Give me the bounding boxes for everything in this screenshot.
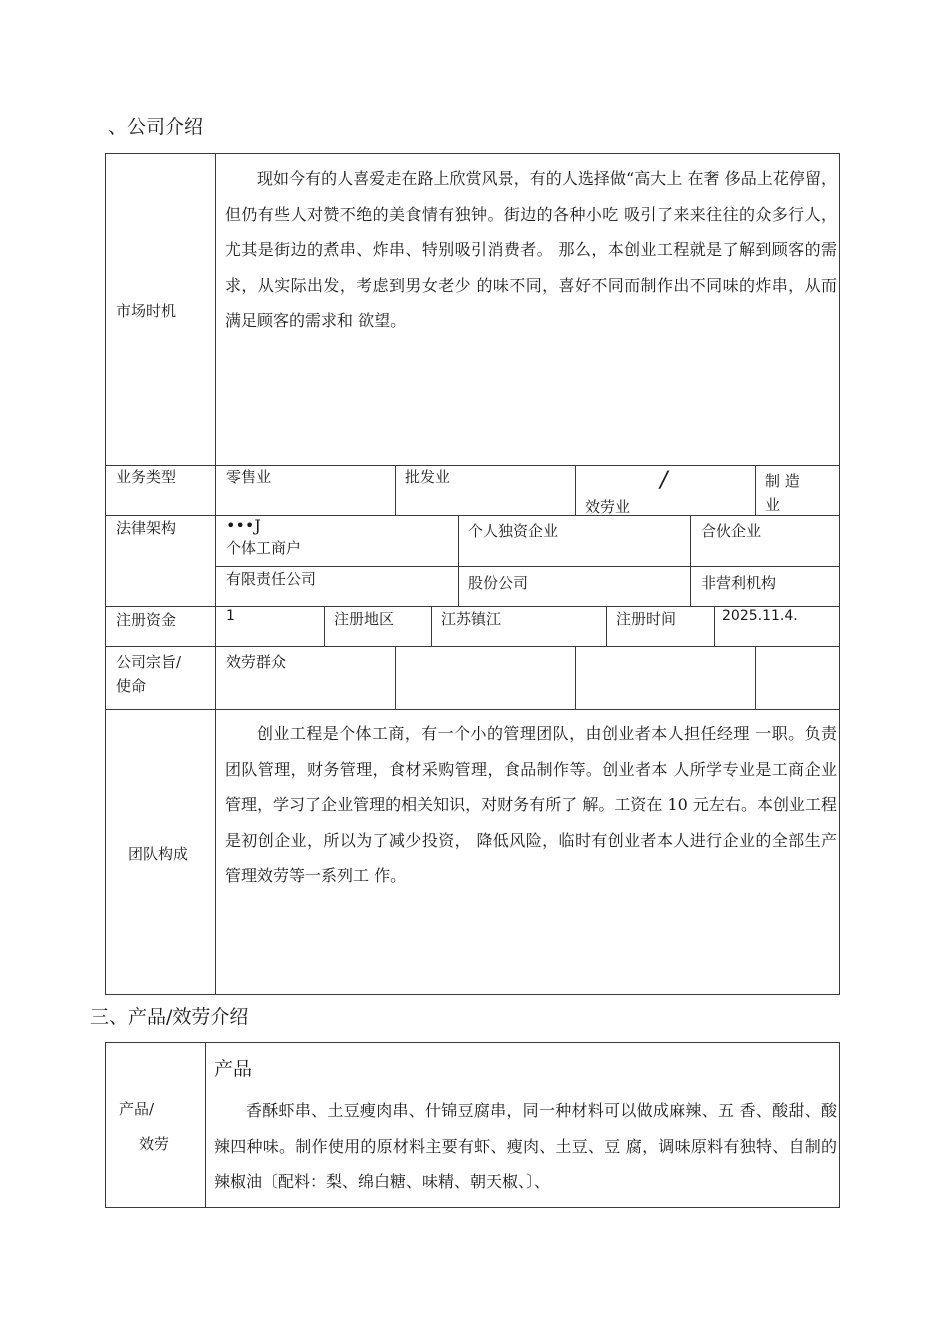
partnership-option: 合伙企业 [701, 522, 762, 540]
nonprofit-option: 非营利机构 [701, 574, 777, 592]
llc-option: 有限责任公司 [226, 570, 317, 588]
individual-business-option: 个体工商户 [226, 539, 302, 557]
region-label: 注册地区 [334, 610, 395, 628]
joint-stock-option: 股份公司 [468, 574, 529, 592]
cell-divider [324, 606, 325, 646]
check-mark: / [660, 468, 668, 493]
mission-label: 公司宗旨/ [116, 653, 182, 671]
cell-divider [395, 465, 396, 515]
retail-option: 零售业 [226, 468, 272, 486]
team-label: 团队构成 [128, 845, 189, 863]
product-label-line2: 效劳 [139, 1135, 170, 1153]
service-option: 效劳业 [585, 498, 631, 516]
capital-value: 1 [226, 608, 235, 624]
wholesale-option: 批发业 [405, 468, 451, 486]
table-border [839, 1042, 840, 1208]
time-value: 2025.11.4. [722, 608, 798, 624]
row-divider [105, 465, 840, 466]
cell-divider [755, 465, 756, 515]
row-divider [105, 515, 840, 516]
manufacturing-option-line2: 业 [765, 496, 781, 514]
cell-divider [606, 606, 607, 646]
time-label: 注册时间 [616, 610, 677, 628]
table-divider [215, 153, 216, 995]
region-value: 江苏镇江 [441, 610, 502, 628]
table-divider [205, 1042, 206, 1208]
cell-divider [755, 646, 756, 709]
mission-value: 效劳群众 [226, 653, 287, 671]
cell-divider [458, 515, 459, 606]
legal-label: 法律架构 [116, 519, 177, 537]
manufacturing-option: 制 造 [765, 472, 800, 490]
selection-mark: •••J [226, 516, 261, 535]
table-border [839, 153, 840, 995]
table-border [105, 1207, 840, 1208]
row-divider [105, 606, 840, 607]
product-label: 产品/ [119, 1100, 155, 1118]
table-border [105, 153, 106, 995]
team-text: 创业工程是个体工商，有一个小的管理团队，由创业者本人担任经理 一职。负责团队管理，财务管理，食材采购管理，食品制作等。创业者本 人所学专业是工商企业管理，学习了企业管理的相关知识，对财务有所了 解。工资在 10 元左右。本创业工程是初创企业，所以为了减少投资， 降低风险，临时有创业者本人进行企业的全部生产管理效劳等一系列工 作。 [225, 724, 837, 885]
cell-divider [690, 515, 691, 606]
section-title-company: 、公司介绍 [108, 116, 204, 138]
mission-label-line2: 使命 [116, 677, 147, 695]
row-divider [105, 709, 840, 710]
business-type-label: 业务类型 [116, 468, 177, 486]
section-title-product: 三、产品/效劳介绍 [90, 1006, 249, 1028]
cell-divider [431, 606, 432, 646]
cell-divider [575, 465, 576, 515]
sole-proprietorship-option: 个人独资企业 [468, 522, 559, 540]
cell-divider [575, 646, 576, 709]
table-border [105, 1042, 840, 1043]
row-divider [105, 646, 840, 647]
table-border [105, 1042, 106, 1208]
product-text: 香酥虾串、土豆瘦肉串、什锦豆腐串，同一种材料可以做成麻辣、五 香、酸甜、酸辣四种味。制作使用的原材料主要有虾、瘦肉、土豆、豆 腐，调味原料有独特、自制的辣椒油〔配料：梨、绵白糖、味精、朝天椒、〕、 [214, 1101, 837, 1191]
market-text: 现如今有的人喜爱走在路上欣赏风景，有的人选择做“高大上 在奢 侈品上花停留，但仍有些人对赞不绝的美食情有独钟。街边的各种小吃 吸引了来来往往的众多行人，尤其是街边的煮串、炸串、特别吸引消费者。 那么，本创业工程就是了解到顾客的需求，从实际出发，考虑到男女老少 的味不同，喜好不同而制作出不同味的炸串，从而满足顾客的需求和 欲望。 [225, 169, 837, 330]
row-divider [215, 566, 840, 567]
cell-divider [395, 646, 396, 709]
product-heading: 产品 [214, 1058, 253, 1080]
capital-label: 注册资金 [116, 611, 177, 629]
market-label: 市场时机 [116, 302, 177, 320]
cell-divider [714, 606, 715, 646]
